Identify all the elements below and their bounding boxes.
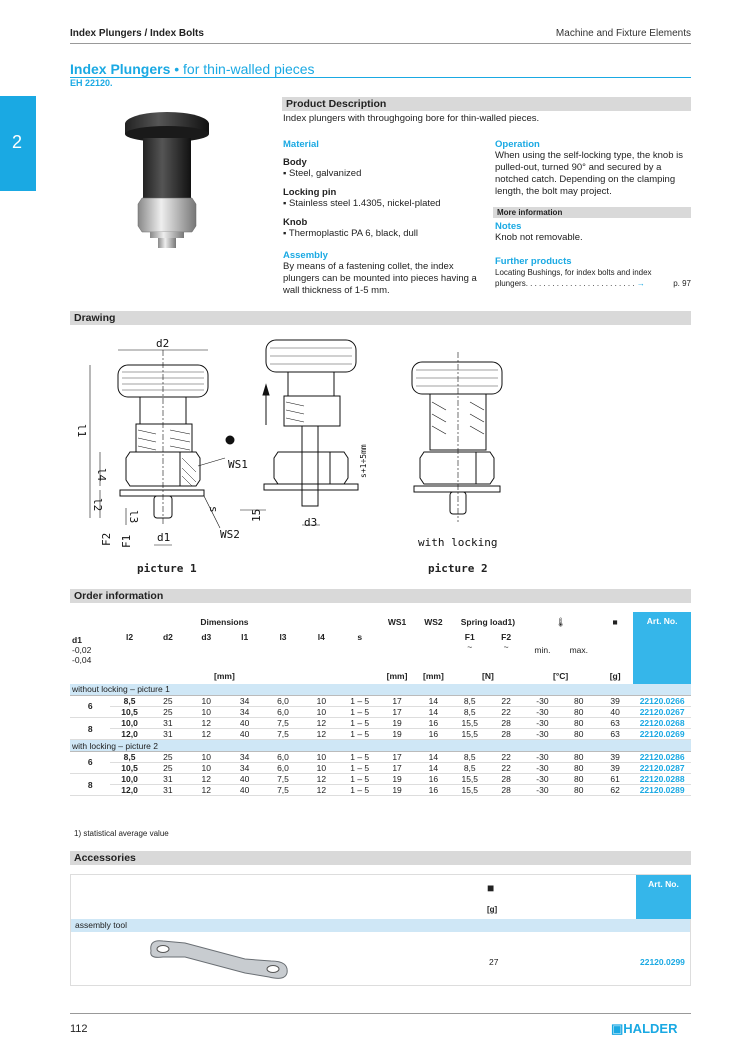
- table-cell: 40: [225, 729, 263, 740]
- col-d2: d2: [162, 632, 173, 642]
- table-cell: 10: [302, 695, 340, 706]
- bullet-icon: ▪: [283, 228, 289, 239]
- label-15: 15: [250, 508, 263, 522]
- page-title: [70, 61, 315, 77]
- acc-weight: 27: [489, 957, 499, 967]
- table-cell: -30: [524, 706, 560, 717]
- label-l4: l4: [95, 468, 108, 482]
- table-cell: 12,0: [110, 785, 148, 796]
- table-cell: 14: [415, 706, 451, 717]
- table-cell: 22: [488, 695, 524, 706]
- body-item-text: Steel, galvanized: [289, 168, 362, 179]
- table-cell: 34: [225, 695, 263, 706]
- order-header-row-1: [70, 612, 691, 632]
- operation-text: When using the self-locking type, the knob is pulled-out, turned 90° and secured by a notched catch. Depending on the clamping length, the bolt may project.: [495, 150, 683, 197]
- table-cell: 25: [149, 706, 187, 717]
- caption-picture-1: picture 1: [137, 562, 197, 575]
- title-main: Index Plungers: [70, 61, 171, 77]
- chapter-tab: 2: [0, 96, 36, 191]
- label-ws2: WS2: [220, 528, 240, 541]
- label-l2: l2: [91, 498, 104, 512]
- acc-unit-g: [g]: [487, 905, 498, 914]
- label-l1: l1: [75, 424, 88, 438]
- knob-label: Knob: [283, 217, 308, 228]
- table-cell: 25: [149, 695, 187, 706]
- table-cell: 31: [149, 774, 187, 785]
- further-products-line1: Locating Bushings, for index bolts and index: [495, 268, 652, 277]
- logo-text: HALDER: [623, 1021, 678, 1036]
- caption-picture-2: picture 2: [428, 562, 488, 575]
- table-cell: 16: [415, 785, 451, 796]
- knob-item: [283, 228, 483, 240]
- drawing-picture-2: [412, 352, 502, 549]
- table-cell: 12: [187, 729, 225, 740]
- rows-with-locking: [70, 751, 691, 796]
- acc-group-assembly-tool: assembly tool: [71, 919, 690, 932]
- table-cell: 19: [379, 785, 415, 796]
- drawing-picture-1: [75, 337, 248, 548]
- d1-tolerance-upper: -0,02: [72, 645, 92, 655]
- col-s: s: [357, 632, 363, 642]
- running-header-left: Index Plungers / Index Bolts: [70, 28, 204, 39]
- table-cell: 8,5: [452, 762, 488, 773]
- acc-weight-icon: ■: [487, 881, 495, 895]
- cell-d1: 6: [70, 751, 110, 773]
- title-rule: [70, 77, 691, 78]
- table-row: [70, 718, 691, 729]
- table-cell: 31: [149, 729, 187, 740]
- table-cell: 12: [302, 774, 340, 785]
- table-cell: 8,5: [110, 751, 148, 762]
- table-cell: 16: [415, 718, 451, 729]
- assembly-tool-image: [145, 935, 295, 981]
- table-cell: 6,0: [264, 695, 302, 706]
- notes-text: Knob not removable.: [495, 232, 583, 243]
- acc-col-art-no: Art. No.: [636, 875, 691, 919]
- cell-art-no[interactable]: 22120.0289: [633, 785, 691, 796]
- table-cell: 80: [561, 706, 597, 717]
- table-row: [70, 751, 691, 762]
- cell-d1: 8: [70, 718, 110, 740]
- table-cell: 6,0: [264, 751, 302, 762]
- accessories-heading: Accessories: [70, 851, 691, 865]
- table-cell: 15,5: [452, 718, 488, 729]
- table-row: [70, 774, 691, 785]
- group-without-locking: [70, 684, 691, 695]
- table-cell: 10: [302, 706, 340, 717]
- table-cell: 10: [302, 762, 340, 773]
- table-cell: 28: [488, 718, 524, 729]
- table-cell: -30: [524, 751, 560, 762]
- col-d3: d3: [201, 632, 212, 642]
- table-cell: -30: [524, 729, 560, 740]
- col-min: min.: [534, 645, 551, 655]
- table-cell: 12: [302, 785, 340, 796]
- table-cell: 10,0: [110, 718, 148, 729]
- cell-art-no[interactable]: 22120.0267: [633, 706, 691, 717]
- col-f2-tilde: ~: [503, 642, 509, 652]
- table-cell: 80: [561, 785, 597, 796]
- col-d1: [70, 632, 110, 668]
- table-cell: 61: [597, 774, 633, 785]
- unit-c: [°C]: [553, 671, 569, 681]
- table-cell: 10: [187, 762, 225, 773]
- table-cell: 6,0: [264, 762, 302, 773]
- order-info-heading: Order information: [70, 589, 691, 603]
- table-cell: 80: [561, 729, 597, 740]
- cell-art-no[interactable]: 22120.0286: [633, 751, 691, 762]
- table-cell: 40: [225, 718, 263, 729]
- table-cell: 10,5: [110, 706, 148, 717]
- label-with-locking: with locking: [418, 536, 498, 549]
- drawing-heading: Drawing: [70, 311, 691, 325]
- table-cell: 62: [597, 785, 633, 796]
- cell-art-no[interactable]: 22120.0268: [633, 718, 691, 729]
- col-f1-label: F1: [464, 632, 475, 642]
- material-heading: Material: [283, 139, 319, 150]
- label-l3: l3: [127, 510, 140, 524]
- col-f1-tilde: ~: [467, 642, 473, 652]
- cell-d1: 6: [70, 695, 110, 717]
- unit-g: [g]: [609, 671, 621, 681]
- table-cell: 12: [187, 718, 225, 729]
- table-cell: 10: [187, 695, 225, 706]
- logo-mark-icon: ▣: [611, 1021, 624, 1036]
- table-cell: 12: [302, 718, 340, 729]
- col-l4: l4: [317, 632, 325, 642]
- title-sub: for thin-walled pieces: [179, 61, 315, 77]
- product-description-heading: Product Description: [282, 97, 691, 111]
- table-cell: 80: [561, 718, 597, 729]
- table-row: [70, 695, 691, 706]
- table-cell: 40: [597, 706, 633, 717]
- table-cell: 1 – 5: [341, 729, 379, 740]
- table-cell: -30: [524, 774, 560, 785]
- unit-n: [N]: [482, 671, 494, 681]
- title-bullet: •: [170, 61, 180, 77]
- table-cell: 12: [302, 729, 340, 740]
- table-cell: 16: [415, 774, 451, 785]
- table-cell: 22: [488, 706, 524, 717]
- col-ws1: WS1: [387, 617, 407, 627]
- table-cell: 40: [225, 785, 263, 796]
- table-cell: 80: [561, 695, 597, 706]
- col-l2: l2: [126, 632, 134, 642]
- pin-item-text: Stainless steel 1.4305, nickel-plated: [289, 198, 441, 209]
- col-l3: l3: [279, 632, 287, 642]
- table-cell: 31: [149, 718, 187, 729]
- table-cell: 1 – 5: [341, 718, 379, 729]
- table-cell: 17: [379, 762, 415, 773]
- table-cell: 14: [415, 695, 451, 706]
- table-cell: 28: [488, 729, 524, 740]
- body-item: [283, 168, 483, 180]
- label-d2: d2: [156, 337, 170, 350]
- table-cell: 19: [379, 774, 415, 785]
- table-cell: 10: [302, 751, 340, 762]
- further-page-ref: p. 97: [673, 279, 691, 288]
- order-table: [70, 612, 691, 796]
- operation-heading: Operation: [495, 139, 540, 150]
- table-cell: 14: [415, 762, 451, 773]
- unit-mm-dimensions: [mm]: [214, 671, 235, 681]
- table-cell: 15,5: [452, 785, 488, 796]
- cell-d1: 8: [70, 774, 110, 796]
- table-cell: 15,5: [452, 729, 488, 740]
- label-ws1: WS1: [228, 458, 248, 471]
- label-d3: d3: [304, 516, 318, 529]
- bullet-icon: ▪: [283, 198, 290, 209]
- table-cell: 19: [379, 729, 415, 740]
- pin-item: [283, 198, 483, 210]
- table-cell: 10,5: [110, 762, 148, 773]
- product-photo: [118, 108, 216, 250]
- table-cell: 16: [415, 729, 451, 740]
- footer-rule: [70, 1013, 691, 1014]
- table-cell: 1 – 5: [341, 762, 379, 773]
- running-header-right: Machine and Fixture Elements: [555, 28, 691, 39]
- table-cell: 34: [225, 751, 263, 762]
- group-without-locking-label: without locking – picture 1: [70, 684, 691, 695]
- label-stroke: s+1÷5mm: [359, 444, 368, 478]
- table-cell: 80: [561, 762, 597, 773]
- col-art-no: Art. No.: [633, 612, 691, 684]
- table-cell: 63: [597, 718, 633, 729]
- cell-art-no[interactable]: 22120.0269: [633, 729, 691, 740]
- table-cell: 8,5: [452, 706, 488, 717]
- table-cell: -30: [524, 762, 560, 773]
- table-cell: 39: [597, 762, 633, 773]
- halder-logo: [611, 1021, 677, 1037]
- table-cell: 7,5: [264, 774, 302, 785]
- table-cell: 1 – 5: [341, 774, 379, 785]
- further-products-heading: Further products: [495, 256, 572, 267]
- footnote: 1) statistical average value: [74, 829, 169, 838]
- col-f2: [488, 632, 524, 668]
- col-dimensions: Dimensions: [200, 617, 249, 627]
- col-f2-label: F2: [501, 632, 512, 642]
- notes-heading: Notes: [495, 221, 522, 232]
- further-products-line2[interactable]: [495, 278, 691, 289]
- pin-label: Locking pin: [283, 187, 337, 198]
- col-max: max.: [569, 645, 588, 655]
- drawing-section-view: [240, 340, 368, 529]
- table-cell: 7,5: [264, 718, 302, 729]
- label-F1: F1: [120, 534, 133, 548]
- table-cell: -30: [524, 785, 560, 796]
- table-cell: 80: [561, 774, 597, 785]
- product-intro: Index plungers with throughgoing bore for thin-walled pieces.: [283, 113, 540, 124]
- cell-art-no[interactable]: 22120.0288: [633, 774, 691, 785]
- col-ws2: WS2: [424, 617, 443, 627]
- table-cell: 25: [149, 762, 187, 773]
- table-row: [70, 785, 691, 796]
- table-cell: 12: [187, 774, 225, 785]
- col-f1: [452, 632, 488, 668]
- table-cell: 1 – 5: [341, 695, 379, 706]
- header-rule: [70, 43, 691, 44]
- table-cell: 28: [488, 774, 524, 785]
- weight-icon: ■: [612, 617, 618, 627]
- d1-tolerance-lower: -0,04: [72, 655, 92, 665]
- table-row: [70, 706, 691, 717]
- rows-without-locking: [70, 695, 691, 740]
- table-cell: 8,5: [452, 695, 488, 706]
- table-cell: 22: [488, 762, 524, 773]
- table-cell: -30: [524, 718, 560, 729]
- table-cell: 17: [379, 706, 415, 717]
- table-row: [70, 729, 691, 740]
- table-cell: 7,5: [264, 785, 302, 796]
- thermometer-icon: 🌡: [555, 616, 566, 627]
- label-d1: d1: [157, 531, 171, 544]
- bullet-icon: ▪: [283, 168, 290, 179]
- label-F2: F2: [100, 532, 113, 546]
- group-with-locking: [70, 740, 691, 751]
- body-label: Body: [283, 157, 307, 168]
- table-cell: 17: [379, 751, 415, 762]
- table-cell: 6,0: [264, 706, 302, 717]
- table-cell: 10: [187, 751, 225, 762]
- table-cell: 7,5: [264, 729, 302, 740]
- group-with-locking-label: with locking – picture 2: [70, 740, 691, 751]
- more-info-bar: More information: [493, 207, 691, 218]
- table-cell: 39: [597, 751, 633, 762]
- table-cell: 1 – 5: [341, 751, 379, 762]
- assembly-heading: Assembly: [283, 250, 328, 261]
- assembly-text: By means of a fastening collet, the index plungers can be mounted into pieces having a wall thickness of 1-5 mm.: [283, 261, 477, 296]
- cell-art-no[interactable]: 22120.0266: [633, 695, 691, 706]
- table-cell: 8,5: [110, 695, 148, 706]
- product-code: EH 22120.: [70, 78, 113, 88]
- table-cell: 22: [488, 751, 524, 762]
- unit-mm-ws2: [mm]: [423, 671, 444, 681]
- order-header-row-2: [70, 632, 691, 668]
- acc-art-no[interactable]: 22120.0299: [640, 957, 685, 967]
- cell-art-no[interactable]: 22120.0287: [633, 762, 691, 773]
- table-cell: 10,0: [110, 774, 148, 785]
- table-cell: 12: [187, 785, 225, 796]
- table-cell: 80: [561, 751, 597, 762]
- table-row: [70, 762, 691, 773]
- table-cell: 12,0: [110, 729, 148, 740]
- order-units-row: [70, 668, 691, 684]
- arrow-right-icon: →: [634, 279, 645, 288]
- table-cell: 34: [225, 706, 263, 717]
- table-cell: 10: [187, 706, 225, 717]
- label-s: s: [207, 506, 220, 513]
- table-cell: 19: [379, 718, 415, 729]
- table-cell: 40: [225, 774, 263, 785]
- knob-item-text: Thermoplastic PA 6, black, dull: [288, 228, 419, 239]
- page-number: 112: [70, 1023, 88, 1035]
- table-cell: 14: [415, 751, 451, 762]
- table-cell: 1 – 5: [341, 706, 379, 717]
- further-dots: plungers. . . . . . . . . . . . . . . . . . . . . . . . .: [495, 279, 635, 288]
- table-cell: -30: [524, 695, 560, 706]
- table-cell: 63: [597, 729, 633, 740]
- col-d1-label: d1: [72, 635, 82, 645]
- table-cell: 1 – 5: [341, 785, 379, 796]
- col-l1: l1: [241, 632, 249, 642]
- table-cell: 17: [379, 695, 415, 706]
- accessories-table: [70, 874, 691, 986]
- table-cell: 28: [488, 785, 524, 796]
- table-cell: 31: [149, 785, 187, 796]
- technical-drawing: [70, 330, 510, 585]
- table-cell: 8,5: [452, 751, 488, 762]
- table-cell: 39: [597, 695, 633, 706]
- table-cell: 15,5: [452, 774, 488, 785]
- table-cell: 34: [225, 762, 263, 773]
- col-spring-load: Spring load1): [460, 617, 516, 627]
- unit-mm-ws1: [mm]: [386, 671, 408, 681]
- table-cell: 25: [149, 751, 187, 762]
